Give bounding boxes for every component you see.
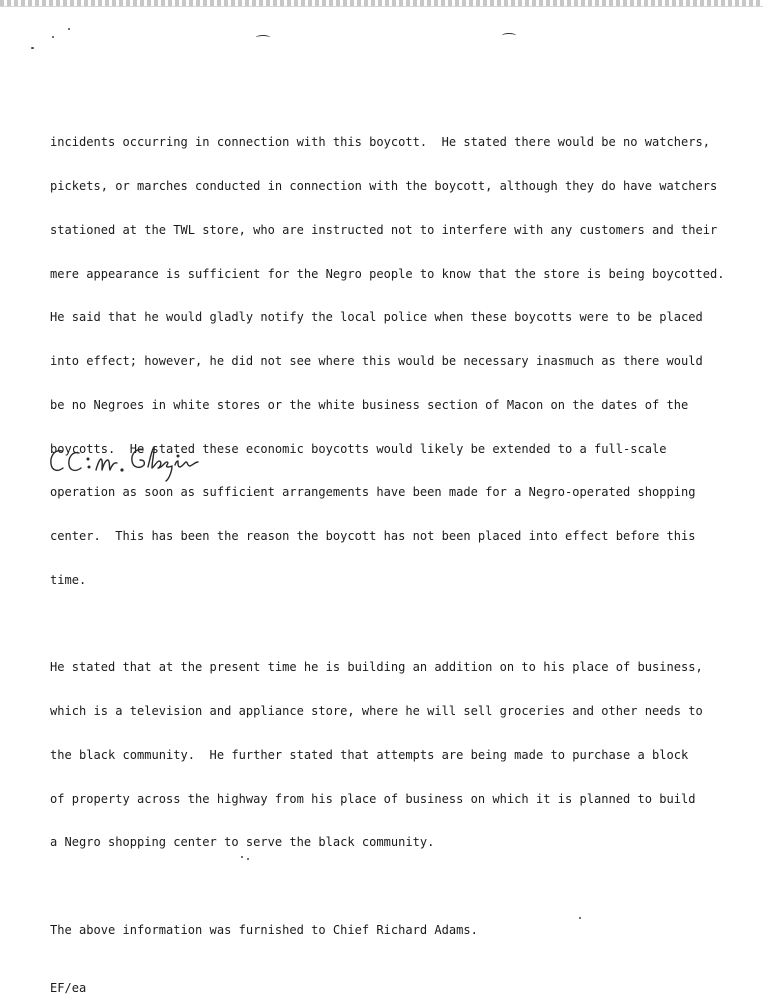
scan-top-edge bbox=[0, 0, 763, 7]
text-line: center. This has been the reason the boycott has not been placed into effect before this bbox=[50, 529, 696, 544]
scan-speck bbox=[52, 36, 54, 38]
text-line: the black community. He further stated that attempts are being made to purchase a block bbox=[50, 747, 689, 762]
text-line: time. bbox=[50, 573, 87, 587]
text-line: The above information was furnished to Chief Richard Adams. bbox=[50, 922, 478, 937]
scan-mark bbox=[256, 35, 270, 40]
text-line: He said that he would gladly notify the local police when these boycotts were to be placed bbox=[50, 310, 703, 325]
text-line: mere appearance is sufficient for the Negro people to know that the store is being boycotted. bbox=[50, 266, 725, 281]
text-line: a Negro shopping center to serve the black community. bbox=[50, 835, 435, 850]
paragraph-boycott bbox=[50, 106, 755, 617]
handwritten-cc-note bbox=[48, 441, 228, 483]
scan-speck bbox=[68, 28, 70, 30]
text-line: He stated that at the present time he is building an addition on to his place of business, bbox=[50, 660, 703, 675]
scan-mark bbox=[502, 33, 516, 38]
text-line: incidents occurring in connection with this boycott. He stated there would be no watchers, bbox=[50, 135, 711, 150]
memo-body bbox=[50, 106, 755, 996]
text-line: operation as soon as sufficient arrangements have been made for a Negro-operated shopping bbox=[50, 485, 696, 500]
text-line: pickets, or marches conducted in connection with the boycott, although they do have watchers bbox=[50, 178, 718, 193]
scan-speck bbox=[31, 47, 34, 49]
text-line: boycotts. He stated these economic boycotts would likely be extended to a full-scale bbox=[50, 441, 667, 456]
text-line: be no Negroes in white stores or the white business section of Macon on the dates of the bbox=[50, 397, 689, 412]
text-line: stationed at the TWL store, who are instructed not to interfere with any customers and their bbox=[50, 222, 718, 237]
paragraph-furnished bbox=[50, 894, 755, 967]
typist-initials: EF/ea bbox=[50, 981, 87, 996]
text-line: of property across the highway from his place of business on which it is planned to build bbox=[50, 791, 696, 806]
text-line: which is a television and appliance store, where he will sell groceries and other needs to bbox=[50, 704, 703, 719]
text-line: into effect; however, he did not see where this would be necessary inasmuch as there would bbox=[50, 354, 703, 369]
paragraph-store-addition bbox=[50, 631, 755, 879]
